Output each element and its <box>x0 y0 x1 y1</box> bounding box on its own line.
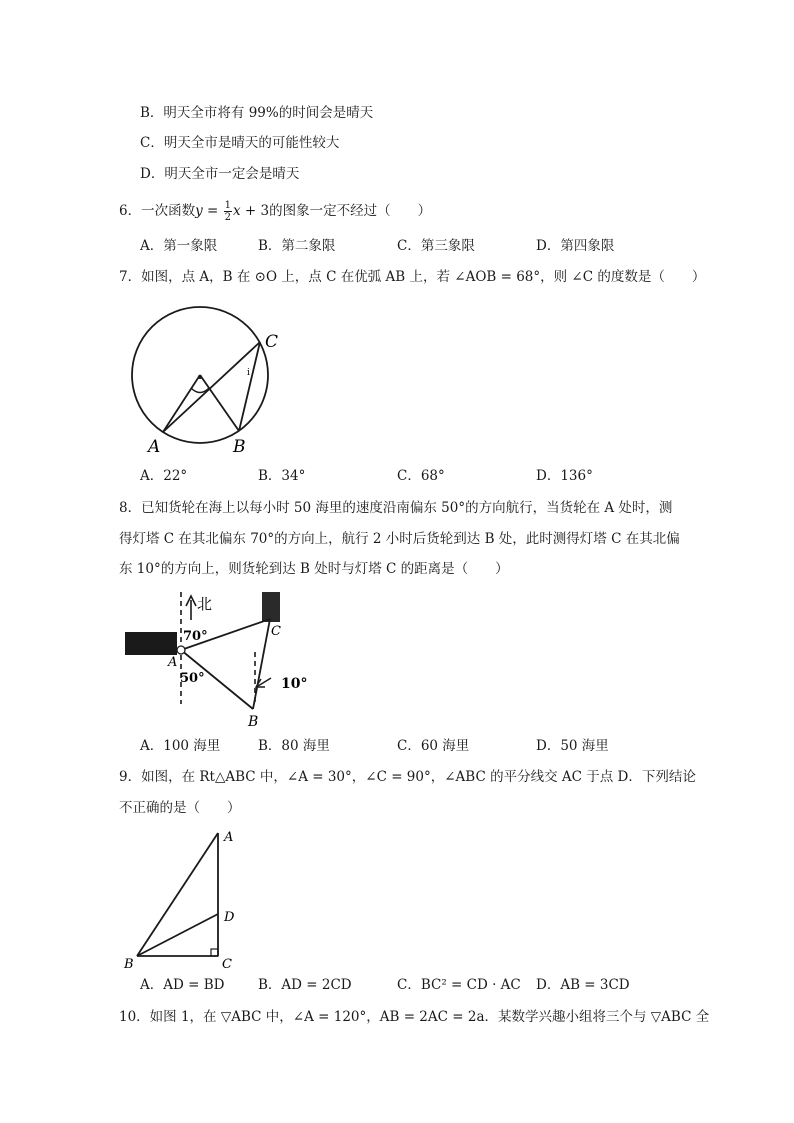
q6-var-y: y <box>195 203 203 219</box>
q9-segment-ab <box>137 833 218 956</box>
q9-figure <box>120 825 250 975</box>
q8-option-c: C．60 海里 <box>397 738 470 754</box>
q9-option-b: B．AD = 2CD <box>258 977 352 993</box>
q9-label-b: B <box>124 957 134 972</box>
q6-option-b: B．第二象限 <box>258 238 336 254</box>
q9-label-a: A <box>224 830 234 845</box>
q6-plus: + 3 <box>240 203 270 219</box>
q8-label-70: 70° <box>183 629 208 644</box>
q6-frac-num: 1 <box>224 200 232 211</box>
q6-stem <box>119 198 431 224</box>
q6-eq: = <box>202 203 223 219</box>
q7-angle-c-mark: ⅰ <box>247 368 250 378</box>
q7-option-c: C．68° <box>397 468 445 484</box>
q8-figure <box>125 592 325 732</box>
q7-label-b: B <box>233 437 246 457</box>
q6-var-x: x <box>233 203 241 219</box>
q8-stem-line1: 8．已知货轮在海上以每小时 50 海里的速度沿南偏东 50°的方向航行，当货轮在 A 处时，测 <box>119 500 673 516</box>
q9-stem-line1: 9．如图，在 Rt△ABC 中，∠A = 30°，∠C = 90°，∠ABC 的平分线交 AC 于点 D．下列结论 <box>119 769 696 785</box>
q7-label-c: C <box>265 332 279 352</box>
q9-label-d: D <box>224 910 235 925</box>
q9-stem-line2: 不正确的是（ ） <box>119 800 241 816</box>
q5-option-c: C．明天全市是晴天的可能性较大 <box>140 135 340 151</box>
q7-option-a: A．22° <box>140 468 188 484</box>
q8-option-d: D．50 海里 <box>536 738 609 754</box>
q7-figure <box>115 305 295 455</box>
q7-option-b: B．34° <box>258 468 306 484</box>
q6-fraction <box>224 200 232 223</box>
q5-option-d: D．明天全市一定会是晴天 <box>140 166 300 182</box>
q8-label-c: C <box>271 624 281 639</box>
q9-option-d: D．AB = 3CD <box>536 977 630 993</box>
q8-label-b: B <box>248 714 259 730</box>
q5-option-b: B．明天全市将有 99%的时间会是晴天 <box>140 105 374 121</box>
q8-point-a <box>177 646 185 654</box>
q6-option-a: A．第一象限 <box>140 238 218 254</box>
q9-option-c: C．BC² = CD · AC <box>397 977 521 993</box>
q8-ship-block <box>125 632 177 655</box>
q9-option-a: A．AD = BD <box>140 977 225 993</box>
q7-stem: 7．如图，点 A，B 在 ⊙O 上，点 C 在优弧 AB 上，若 ∠AOB = 68°，则 ∠C 的度数是（ ） <box>119 269 706 285</box>
q8-lighthouse-block <box>262 592 280 622</box>
q8-label-a: A <box>168 655 178 670</box>
q6-suffix: 的图象一定不经过（ ） <box>269 203 432 219</box>
q8-stem-line3: 东 10°的方向上，则货轮到达 B 处时与灯塔 C 的距离是（ ） <box>119 561 509 577</box>
q10-stem-line1: 10．如图 1，在 ▽ABC 中，∠A = 120°，AB = 2AC = 2a．某数学兴趣小组将三个与 ▽ABC 全 <box>119 1009 710 1025</box>
q6-frac-den: 2 <box>224 212 232 223</box>
q8-option-b: B．80 海里 <box>258 738 330 754</box>
q7-segment-bc <box>239 342 260 431</box>
q7-segment-ob <box>200 375 239 431</box>
q7-option-d: D．136° <box>536 468 593 484</box>
q7-segment-ac <box>163 342 260 432</box>
q8-label-10: 10° <box>281 676 308 692</box>
q8-option-a: A．100 海里 <box>140 738 221 754</box>
q7-center-o <box>198 375 202 379</box>
q6-prefix: 6．一次函数 <box>119 203 196 219</box>
q9-right-angle-mark <box>211 949 218 956</box>
q8-stem-line2: 得灯塔 C 在其北偏东 70°的方向上，航行 2 小时后货轮到达 B 处，此时测得灯塔 C 在其北偏 <box>119 531 680 547</box>
q6-option-c: C．第三象限 <box>397 238 475 254</box>
q8-label-north: 北 <box>197 595 213 613</box>
q6-option-d: D．第四象限 <box>536 238 615 254</box>
q8-label-50: 50° <box>180 671 205 686</box>
q9-label-c: C <box>222 957 232 972</box>
q9-segment-bd <box>137 914 218 956</box>
q7-label-a: A <box>148 437 161 457</box>
